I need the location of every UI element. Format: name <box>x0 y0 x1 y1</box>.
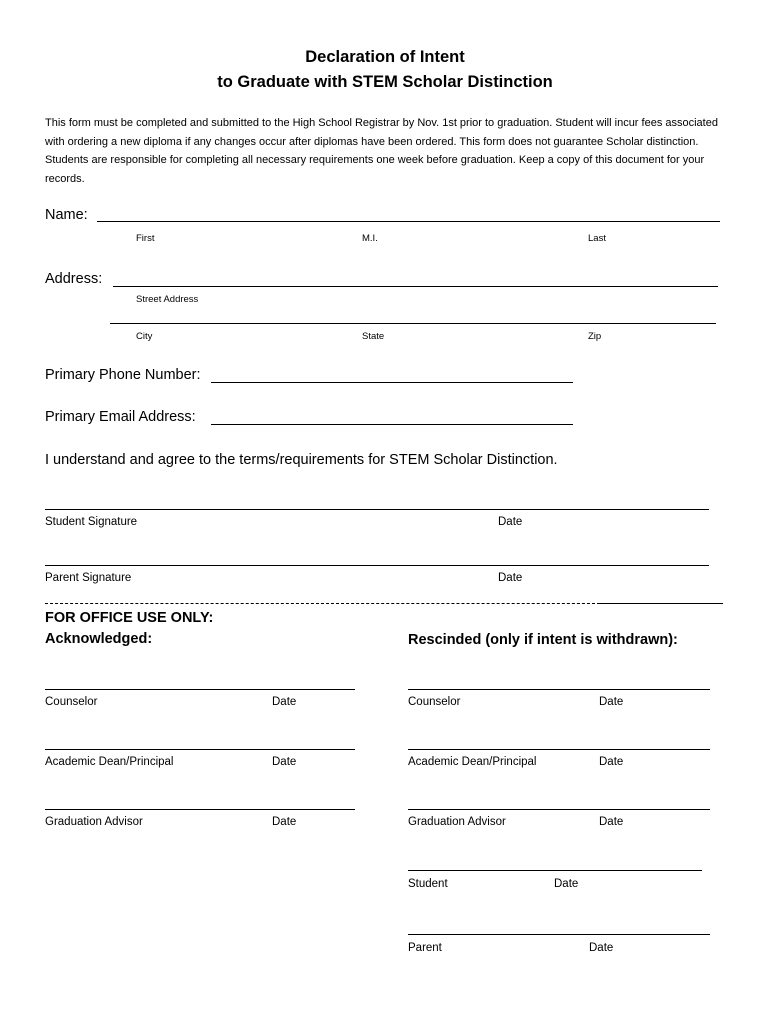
phone-label: Primary Phone Number: <box>45 367 201 383</box>
state-caption: State <box>362 331 385 342</box>
last-name-caption: Last <box>588 233 606 244</box>
email-field[interactable] <box>211 424 573 425</box>
office-divider-solid <box>600 603 723 604</box>
ack-counselor-caption: Counselor <box>45 696 98 708</box>
city-caption: City <box>136 331 153 342</box>
ack-advisor-caption: Graduation Advisor <box>45 816 143 828</box>
parent-signature-caption: Parent Signature <box>45 572 132 584</box>
res-counselor-signature-field[interactable] <box>408 689 710 690</box>
ack-counselor-date-caption: Date <box>272 696 297 708</box>
form-title-line-1: Declaration of Intent <box>305 48 465 66</box>
city-state-zip-field[interactable] <box>110 323 716 324</box>
acknowledged-heading: Acknowledged: <box>45 631 153 647</box>
ack-dean-caption: Academic Dean/Principal <box>45 756 174 768</box>
ack-counselor-signature-field[interactable] <box>45 689 355 690</box>
res-dean-date-caption: Date <box>599 756 624 768</box>
form-title-line-2: to Graduate with STEM Scholar Distinction <box>217 73 553 91</box>
res-advisor-date-caption: Date <box>599 816 624 828</box>
res-parent-date-caption: Date <box>589 942 614 954</box>
res-advisor-signature-field[interactable] <box>408 809 710 810</box>
address-label: Address: <box>45 271 103 287</box>
office-divider-dashed <box>45 603 605 604</box>
student-signature-field[interactable] <box>45 509 709 510</box>
ack-advisor-signature-field[interactable] <box>45 809 355 810</box>
res-student-signature-field[interactable] <box>408 870 702 871</box>
instructions-paragraph: This form must be completed and submitted to the High School Registrar by Nov. 1st prior to graduation. Student will incur fees associated with ordering a new diploma if any changes occur after diplomas have been ordered. This form does not guarantee Scholar distinction. Students are responsible for completing all necessary requirements one week before graduation. Keep a copy of this document for your records. <box>45 117 718 185</box>
ack-dean-date-caption: Date <box>272 756 297 768</box>
res-counselor-caption: Counselor <box>408 696 461 708</box>
office-use-heading: FOR OFFICE USE ONLY: <box>45 610 214 626</box>
rescinded-heading: Rescinded (only if intent is withdrawn): <box>408 632 678 648</box>
middle-initial-caption: M.I. <box>362 233 378 244</box>
email-label: Primary Email Address: <box>45 409 196 425</box>
name-label: Name: <box>45 207 88 223</box>
zip-caption: Zip <box>588 331 602 342</box>
ack-advisor-date-caption: Date <box>272 816 297 828</box>
res-dean-signature-field[interactable] <box>408 749 710 750</box>
res-advisor-caption: Graduation Advisor <box>408 816 506 828</box>
street-address-field[interactable] <box>113 286 718 287</box>
phone-field[interactable] <box>211 382 573 383</box>
first-name-caption: First <box>136 233 155 244</box>
res-parent-signature-field[interactable] <box>408 934 710 935</box>
res-parent-caption: Parent <box>408 942 442 954</box>
res-student-date-caption: Date <box>554 878 579 890</box>
student-date-caption: Date <box>498 516 523 528</box>
parent-signature-field[interactable] <box>45 565 709 566</box>
street-address-caption: Street Address <box>136 294 199 305</box>
res-student-caption: Student <box>408 878 448 890</box>
student-signature-caption: Student Signature <box>45 516 138 528</box>
agreement-statement: I understand and agree to the terms/requirements for STEM Scholar Distinction. <box>45 452 558 468</box>
res-dean-caption: Academic Dean/Principal <box>408 756 537 768</box>
ack-dean-signature-field[interactable] <box>45 749 355 750</box>
parent-date-caption: Date <box>498 572 523 584</box>
res-counselor-date-caption: Date <box>599 696 624 708</box>
name-field[interactable] <box>97 221 720 222</box>
